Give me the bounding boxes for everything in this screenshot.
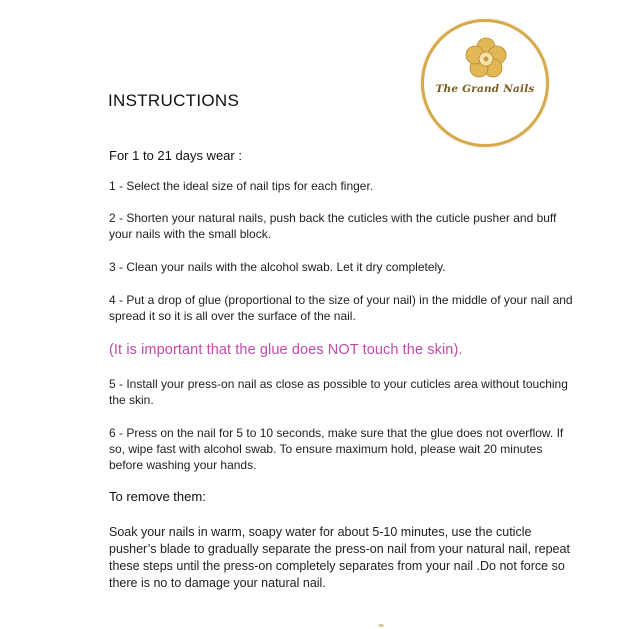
remove-instructions: Soak your nails in warm, soapy water for about 5-10 minutes, use the cuticle pusher’s blade to gradually separate the press-on nail from your natural nail, repeat these steps until the press-on completely separates from your nail .Do not force so there is no to damage your natural nail. bbox=[109, 525, 570, 590]
page-title: INSTRUCTIONS bbox=[108, 91, 240, 110]
remove-heading: To remove them: bbox=[109, 489, 206, 504]
step-1: 1 - Select the ideal size of nail tips for each finger. bbox=[109, 179, 374, 193]
step-2: 2 - Shorten your natural nails, push back the cuticles with the cuticle pusher and buff your nails with the small block. bbox=[109, 211, 557, 241]
wear-duration-heading: For 1 to 21 days wear : bbox=[109, 148, 242, 163]
brand-logo bbox=[421, 19, 549, 147]
step-5: 5 - Install your press-on nail as close as possible to your cuticles area without touching the skin. bbox=[109, 377, 568, 407]
logo-wordmark: The Grand Nails bbox=[435, 83, 535, 95]
important-note: (It is important that the glue does NOT touch the skin). bbox=[109, 342, 463, 358]
step-3: 3 - Clean your nails with the alcohol swab. Let it dry completely. bbox=[109, 260, 446, 274]
decorative-dot bbox=[378, 624, 384, 627]
step-4: 4 - Put a drop of glue (proportional to the size of your nail) in the middle of your nail and spread it so it is all over the surface of the nail. bbox=[109, 293, 573, 323]
flower-icon bbox=[463, 36, 509, 82]
step-6: 6 - Press on the nail for 5 to 10 seconds, make sure that the glue does not overflow. If so, wipe fast with alcohol swab. To ensure maximum hold, please wait 20 minutes before washing your hands. bbox=[109, 426, 564, 472]
